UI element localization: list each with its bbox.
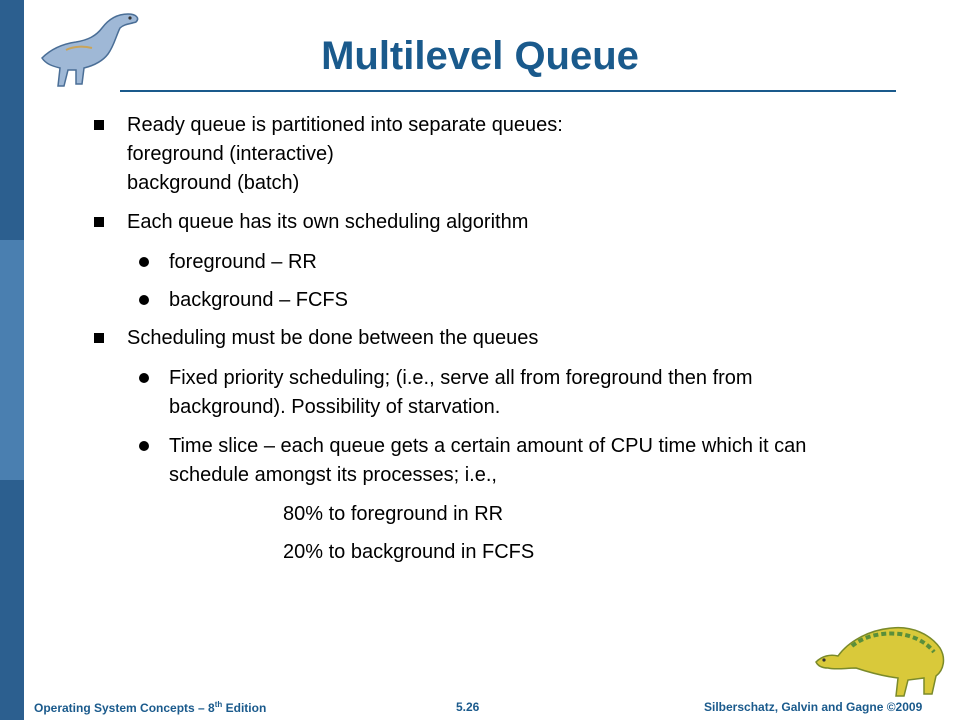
sub-bullet-text: Time slice – each queue gets a certain amount of CPU time which it can (169, 435, 807, 457)
page-title: Multilevel Queue (321, 34, 639, 78)
bullet-text: Ready queue is partitioned into separate queues: (127, 114, 563, 136)
sub-bullet-text: foreground – RR (169, 251, 317, 273)
bullet-text: background (batch) (127, 172, 300, 194)
footer-course (34, 700, 266, 715)
footer-course-prefix: Operating System Concepts – 8 (34, 701, 215, 715)
bullet-dot (139, 295, 149, 305)
footer-course-sup: th (214, 700, 223, 709)
footer-authors: Silberschatz, Galvin and Gagne ©2009 (704, 700, 923, 714)
sub-bullet-text: schedule amongst its processes; i.e., (169, 464, 497, 486)
indented-text: 20% to background in FCFS (283, 541, 535, 563)
sub-bullet-text: background). Possibility of starvation. (169, 396, 501, 418)
bullet-dot (139, 373, 149, 383)
bullet-text: Each queue has its own scheduling algorithm (127, 211, 529, 233)
footer-course-suffix: Edition (222, 701, 267, 715)
sub-bullet-text: Fixed priority scheduling; (i.e., serve all from foreground then from (169, 367, 753, 389)
bullet-text: Scheduling must be done between the queues (127, 327, 539, 349)
bullet-text: foreground (interactive) (127, 143, 334, 165)
sub-bullet-text: background – FCFS (169, 289, 348, 311)
dinosaur-bottom-right-icon (812, 612, 952, 698)
bullet-square (94, 120, 104, 130)
footer-page-number: 5.26 (456, 700, 480, 714)
bullet-square (94, 333, 104, 343)
bullet-dot (139, 441, 149, 451)
bullet-square (94, 217, 104, 227)
bullet-dot (139, 257, 149, 267)
indented-text: 80% to foreground in RR (283, 503, 504, 525)
